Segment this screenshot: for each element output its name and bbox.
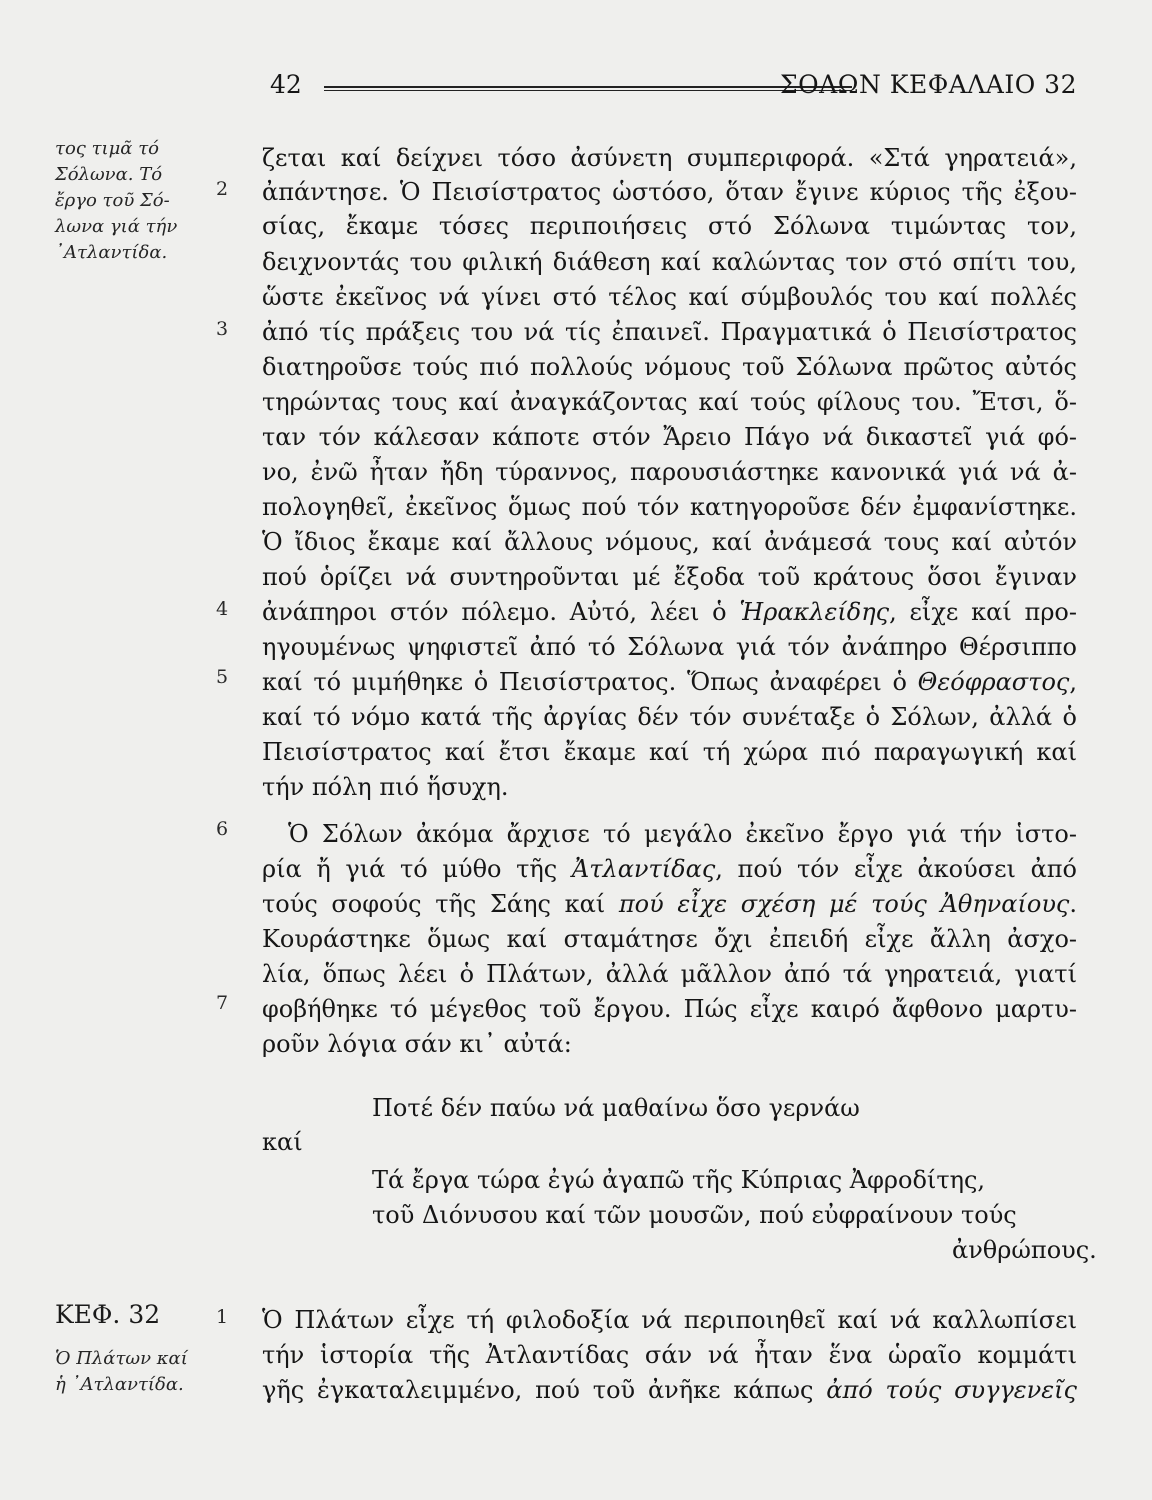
italic-phrase: πού εἶχε σχέση μέ τούς Ἀθηναίους [618, 890, 1070, 918]
text-line [262, 888, 1077, 920]
text-line: σίας, ἔκαμε τόσες περιποιήσεις στό Σόλωνα τιμώντας τον, [262, 212, 1077, 240]
chapter-summary-line: Ὁ Πλάτων καί [55, 1348, 188, 1369]
section-number: 4 [216, 598, 229, 620]
section-number: 7 [216, 992, 229, 1014]
page-header [262, 66, 1077, 106]
text-line: Κουράστηκε ὅμως καί σταμάτησε ὄχι ἐπειδή εἶχε ἄλλη ἀσχο- [262, 925, 1077, 953]
chapter-summary [55, 1346, 195, 1398]
text-line [262, 666, 1077, 698]
chapter-summary-line: ἡ ᾿Ατλαντίδα. [55, 1374, 184, 1395]
text-line: Πεισίστρατος καί ἔτσι ἔκαμε καί τή χώρα πιό παραγωγική καί [262, 738, 1077, 766]
verse-connector: καί [262, 1128, 303, 1156]
text-line: νο, ἐνῶ ἦταν ἤδη τύραννος, παρουσιάστηκε κανονικά γιά νά ἀ- [262, 458, 1077, 486]
text-line: τήν ἱστορία τῆς Ἀτλαντίδας σάν νά ἦταν ἕνα ὡραῖο κομμάτι [262, 1341, 1077, 1369]
margin-note-top [55, 136, 195, 266]
text-line: διατηροῦσε τούς πιό πολλούς νόμους τοῦ Σόλωνα πρῶτος αὐτός [262, 353, 1077, 381]
text-segment: τούς σοφούς τῆς Σάης καί [262, 890, 619, 918]
verse-line: Τά ἔργα τώρα ἐγώ ἀγαπῶ τῆς Κύπριας Ἀφροδίτης, [372, 1166, 986, 1194]
margin-note-line: ᾿Ατλαντίδα. [55, 242, 168, 263]
text-segment: ρία ἤ γιά τό μύθο τῆς [262, 855, 572, 883]
author-name-theophrastus: Θεόφραστος [917, 668, 1070, 696]
margin-note-line: Σόλωνα. Τό [55, 164, 163, 185]
text-line: ταν τόν κάλεσαν κάποτε στόν Ἄρειο Πάγο νά δικαστεῖ γιά φό- [262, 423, 1077, 451]
section-number: 1 [216, 1306, 229, 1328]
text-line: Ὁ Πλάτων εἶχε τή φιλοδοξία νά περιποιηθεῖ καί νά καλλωπίσει [262, 1306, 1077, 1334]
header-rule [324, 86, 852, 91]
italic-phrase: ἀπό τούς συγγενεῖς [826, 1376, 1077, 1404]
section-number: 3 [216, 318, 229, 340]
text-line: ροῦν λόγια σάν κι᾿ αὐτά: [262, 1030, 572, 1058]
italic-atlantis: Ἀτλαντίδας [571, 855, 716, 883]
verse-line: Ποτέ δέν παύω νά μαθαίνω ὅσο γερνάω [372, 1094, 860, 1122]
text-line: τήν πόλη πιό ἥσυχη. [262, 773, 509, 801]
text-line: Ὁ ἴδιος ἔκαμε καί ἄλλους νόμους, καί ἀνάμεσά τους καί αὐτόν [262, 528, 1077, 556]
text-segment: , πού τόν εἶχε ἀκούσει ἀπό [715, 855, 1077, 883]
text-line [262, 1374, 1077, 1406]
text-line: ἀπάντησε. Ὁ Πεισίστρατος ὡστόσο, ὅταν ἔγινε κύριος τῆς ἐξου- [262, 178, 1077, 206]
section-number: 5 [216, 666, 229, 688]
page-number: 42 [270, 70, 302, 99]
text-line: δειχνοντάς του φιλική διάθεση καί καλώντας τον στό σπίτι του, [262, 248, 1077, 276]
text-line: τηρώντας τους καί ἀναγκάζοντας καί τούς φίλους του. Ἔτσι, ὅ- [262, 388, 1077, 416]
text-line: ὥστε ἐκεῖνος νά γίνει στό τέλος καί σύμβουλός του καί πολλές [262, 283, 1077, 311]
section-number: 6 [216, 818, 229, 840]
text-line: ηγουμένως ψηφιστεῖ ἀπό τό Σόλωνα γιά τόν ἀνάπηρο Θέρσιππο [262, 633, 1077, 661]
text-line: λία, ὅπως λέει ὁ Πλάτων, ἀλλά μᾶλλον ἀπό τά γηρατειά, γιατί [262, 960, 1077, 988]
margin-note-line: ἔργο τοῦ Σό- [55, 190, 170, 211]
margin-note-line: λωνα γιά τήν [55, 216, 178, 237]
text-line: καί τό νόμο κατά τῆς ἀργίας δέν τόν συνέταξε ὁ Σόλων, ἀλλά ὁ [262, 703, 1077, 731]
text-segment: ἀνάπηροι στόν πόλεμο. Αὐτό, λέει ὁ [262, 598, 740, 626]
text-segment: , [1069, 668, 1077, 696]
text-line: ζεται καί δείχνει τόσο ἀσύνετη συμπεριφορά. «Στά γηρατειά», [262, 144, 1077, 172]
text-line: Ὁ Σόλων ἀκόμα ἄρχισε τό μεγάλο ἐκεῖνο ἔργο γιά τήν ἱστο- [288, 820, 1077, 848]
text-line: ἀπό τίς πράξεις του νά τίς ἐπαινεῖ. Πραγματικά ὁ Πεισίστρατος [262, 318, 1077, 346]
author-name-heracleides: Ἡρακλείδης [739, 598, 890, 626]
text-line [262, 596, 1077, 628]
chapter-heading: ΚΕΦ. 32 [55, 1300, 161, 1329]
running-head: ΣΟΛΩΝ ΚΕΦΑΛΑΙΟ 32 [780, 70, 1077, 99]
text-segment: γῆς ἐγκαταλειμμένο, πού τοῦ ἀνῆκε κάπως [262, 1376, 827, 1404]
margin-note-line: τος τιμᾶ τό [55, 138, 159, 159]
text-segment: , εἶχε καί προ- [889, 598, 1077, 626]
text-segment: . [1069, 890, 1077, 918]
section-number: 2 [216, 178, 229, 200]
verse-line: ἀνθρώπους. [952, 1236, 1097, 1264]
text-line: πού ὁρίζει νά συντηροῦνται μέ ἔξοδα τοῦ κράτους ὅσοι ἔγιναν [262, 563, 1077, 591]
text-line: πολογηθεῖ, ἐκεῖνος ὅμως πού τόν κατηγοροῦσε δέν ἐμφανίστηκε. [262, 493, 1077, 521]
verse-line: τοῦ Διόνυσου καί τῶν μουσῶν, πού εὐφραίνουν τούς [372, 1201, 1017, 1229]
text-segment: καί τό μιμήθηκε ὁ Πεισίστρατος. Ὅπως ἀναφέρει ὁ [262, 668, 918, 696]
text-line: φοβήθηκε τό μέγεθος τοῦ ἔργου. Πώς εἶχε καιρό ἄφθονο μαρτυ- [262, 995, 1077, 1023]
text-line [262, 853, 1077, 885]
